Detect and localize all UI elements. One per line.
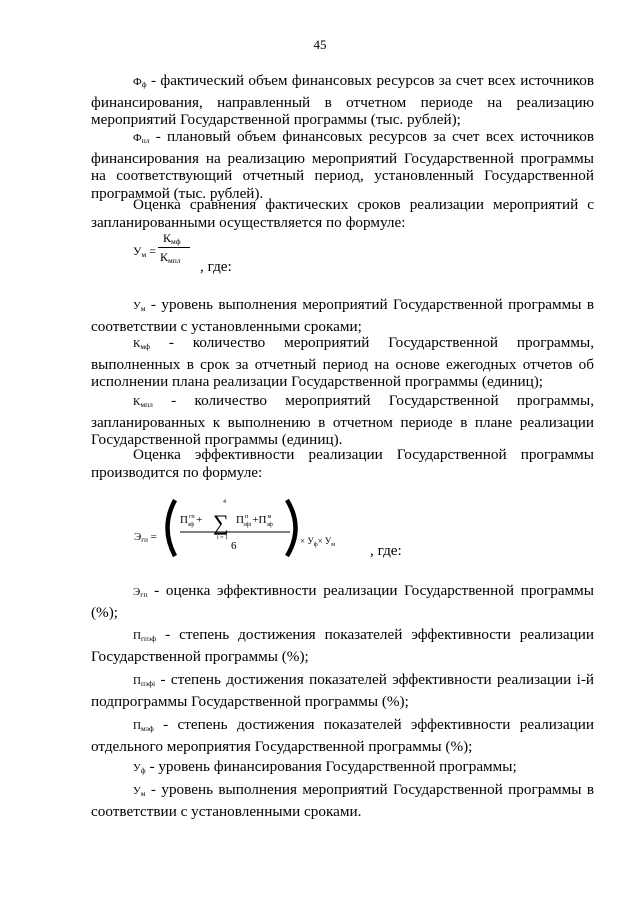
- definition-line: [91, 72, 594, 94]
- svg-text:Эгп =: Эгп =: [134, 531, 157, 544]
- svg-text:6: 6: [231, 540, 237, 552]
- sigma-icon: ∑: [213, 510, 229, 535]
- svg-text:4: 4: [223, 499, 226, 505]
- definition-pm: [91, 716, 594, 755]
- formula-numerator: $К_{мф}$: [163, 231, 181, 246]
- definition-line: $П^п_{эфi}$ - степень достижения показателей эффективности реализации i-й: [133, 671, 595, 688]
- definition-ppi: [91, 671, 594, 710]
- definition-text: - количество мероприятий Государственной программы,: [168, 334, 594, 351]
- definition-line: финансирования, направленный в отчетном периоде на реализацию: [91, 93, 594, 111]
- definition-text: - степень достижения показателей эффективности реализации i-й: [160, 671, 595, 688]
- symbol-sub: мпл: [140, 400, 153, 409]
- intro-egp: [91, 446, 594, 481]
- definition-line: $П^{гп}_{эф}$ - степень достижения показателей эффективности реализации: [133, 626, 595, 643]
- definition-line: [91, 582, 594, 604]
- definition-text: - оценка эффективности реализации Государственной программы: [154, 582, 595, 599]
- definition-text: - фактический объем финансовых ресурсов за счет всех источников: [150, 72, 594, 89]
- symbol-sub: гп: [140, 590, 148, 599]
- formula-denominator: $К_{мпл}$: [160, 250, 181, 265]
- definition-text: - степень достижения показателей эффективности реализации: [165, 626, 595, 643]
- symbol-sub: м: [140, 789, 146, 798]
- formula-where: , где:: [200, 258, 232, 275]
- definition-line: [91, 334, 594, 356]
- symbol-k: К: [133, 396, 141, 408]
- symbol-sub: м: [140, 304, 146, 313]
- definition-line: [91, 296, 594, 318]
- definition-line: соответствии с установленными сроками.: [91, 802, 362, 820]
- definition-kmpl: [91, 392, 594, 449]
- definition-line: финансирования на реализацию мероприятий Государственной программы: [91, 149, 594, 167]
- paragraph-line: Оценка эффективности реализации Государственной программы: [133, 446, 594, 463]
- definition-line: соответствии с установленными сроками;: [91, 317, 362, 335]
- definition-line: [91, 758, 594, 780]
- page-number: 45: [313, 37, 327, 52]
- definition-line: [91, 392, 594, 414]
- definition-pgp: [91, 626, 594, 665]
- formula-lhs: $У_м$ =: [133, 244, 157, 259]
- symbol-k: К: [133, 338, 141, 350]
- symbol-sub: ф: [141, 80, 147, 89]
- definition-text: - уровень финансирования Государственной программы;: [149, 758, 517, 775]
- svg-text:× Уф× Ум: × $У_ф\times У_м$: [300, 536, 336, 548]
- definition-um: [91, 296, 594, 335]
- definition-text: - плановый объем финансовых ресурсов за счет всех источников: [155, 128, 595, 145]
- symbol-p: П: [133, 630, 141, 642]
- formula-where: , где:: [370, 542, 402, 559]
- definition-text: - степень достижения показателей эффективности реализации: [163, 716, 595, 733]
- definition-line: [91, 128, 594, 150]
- symbol-sub: мф: [140, 342, 150, 351]
- intro-um: [91, 196, 594, 231]
- definition-fpl: [91, 128, 594, 202]
- definition-line: отдельного мероприятия Государственной программы (%);: [91, 737, 473, 755]
- definition-line: Государственной программы (единиц).: [91, 431, 343, 449]
- definition-line: Государственной программы (%);: [91, 647, 309, 665]
- svg-text:Пгпэф+: $П^{гп}$ эф +: [180, 514, 203, 528]
- symbol-p: П: [133, 675, 141, 687]
- definition-line: запланированных к выполнению в отчетном периоде в плане реализации: [91, 413, 594, 431]
- symbol-sub: ф: [140, 766, 146, 775]
- definition-um-2: [91, 781, 594, 820]
- definition-ff: [91, 72, 594, 129]
- symbol-u: У: [133, 762, 141, 774]
- symbol-f: Ф: [133, 76, 142, 88]
- definition-line: подпрограммы Государственной программы (%);: [91, 692, 409, 710]
- fraction-bar: [158, 247, 190, 248]
- symbol-sub: пл: [141, 136, 150, 145]
- definition-text: - уровень выполнения мероприятий Государственной программы в: [150, 296, 594, 313]
- svg-text:i = 1: i = 1: [217, 535, 229, 541]
- symbol-p: П: [133, 720, 141, 732]
- symbol-e: Э: [133, 586, 141, 598]
- definition-uf: [91, 758, 594, 780]
- symbol-f: Ф: [133, 132, 142, 144]
- paragraph-line: производится по формуле:: [91, 463, 263, 481]
- definition-line: $П^м_{эф}$ - степень достижения показателей эффективности реализации: [133, 716, 595, 733]
- svg-text:Ппэфi+Пмэф: $П^п$ $эфi+П^м$ эф: [236, 514, 273, 528]
- definition-line: на соответствующий отчетный период, установленный Государственной: [91, 167, 594, 185]
- symbol-u: У: [133, 785, 141, 797]
- definition-kmf: [91, 334, 594, 391]
- symbol-u: У: [133, 300, 141, 312]
- definition-text: - количество мероприятий Государственной программы,: [171, 392, 595, 409]
- definition-egp: [91, 582, 594, 621]
- definition-line: программой (тыс. рублей).: [91, 184, 264, 202]
- left-paren: [168, 500, 176, 556]
- paragraph-line: Оценка сравнения фактических сроков реализации мероприятий с: [133, 196, 594, 213]
- definition-line: [91, 781, 594, 803]
- right-paren: [287, 500, 296, 556]
- definition-line: мероприятий Государственной программы (тыс. рублей);: [91, 111, 461, 129]
- definition-line: исполнении плана реализации Государственной программы (единиц);: [91, 373, 543, 391]
- definition-line: (%);: [91, 603, 118, 621]
- definition-text: - уровень выполнения мероприятий Государственной программы в: [150, 781, 594, 798]
- paragraph-line: запланированными осуществляется по формуле:: [91, 213, 406, 231]
- definition-line: выполненных в срок за отчетный период на основе ежегодных отчетов об: [91, 355, 594, 373]
